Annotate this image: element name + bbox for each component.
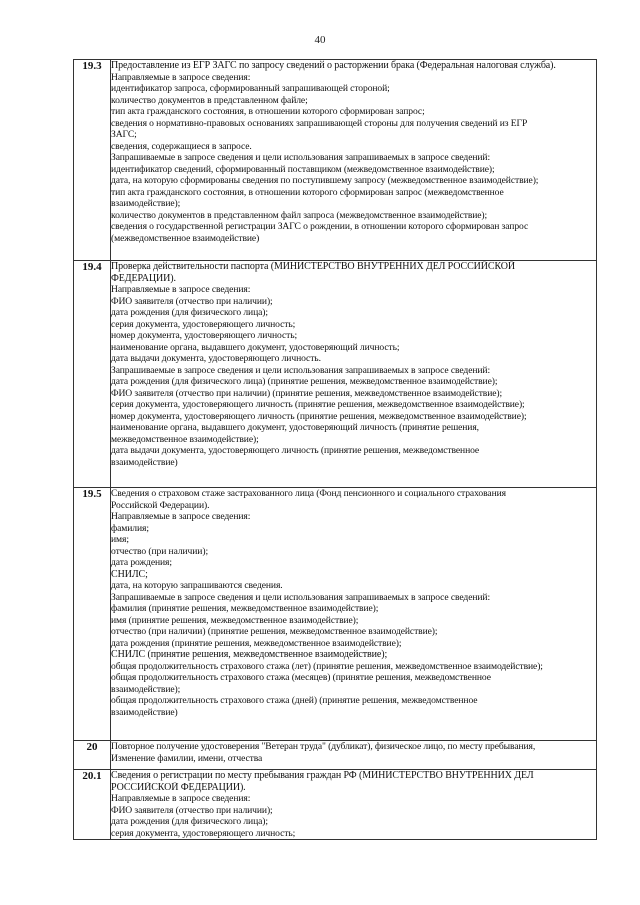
row-number: 20 xyxy=(74,741,111,770)
text-line: идентификатор запроса, сформированный запрашивающей стороной; xyxy=(111,83,390,94)
text-line: Сведения о страховом стаже застрахованного лица (Фонд пенсионного и социального страхования xyxy=(111,488,506,499)
text-line: имя (принятие решения, межведомственное взаимодействие); xyxy=(111,614,359,626)
text-line: общая продолжительность страхового стажа (дней) (принятие решения, межведомственное xyxy=(111,695,478,706)
text-line: Запрашиваемые в запросе сведения и цели использования запрашиваемых в запросе сведений: xyxy=(111,152,491,163)
text-line: дата рождения (для физического лица); xyxy=(111,816,268,827)
text-line: серия документа, удостоверяющего личность (принятие решения, межведомственное взаимодействие); xyxy=(111,399,525,410)
text-line: идентификатор сведений, сформированный поставщиком (межведомственное взаимодействие); xyxy=(111,163,495,175)
table-row xyxy=(74,261,597,488)
text-line: взаимодействие) xyxy=(111,706,178,718)
text-line: отчество (при наличии) (принятие решения, межведомственное взаимодействие); xyxy=(111,626,438,637)
text-line: дата рождения; xyxy=(111,557,172,568)
row-number: 19.5 xyxy=(74,488,111,741)
text-line: тип акта гражданского состояния, в отношении которого сформирован запрос; xyxy=(111,106,425,117)
row-content xyxy=(111,60,597,261)
row-number: 19.3 xyxy=(74,60,111,261)
text-line: Повторное получение удостоверения "Ветеран труда" (дубликат), физическое лицо, по месту пребывания, xyxy=(111,741,536,752)
text-line: Предоставление из ЕГР ЗАГС по запросу сведений о расторжении брака (Федеральная налоговая служба). xyxy=(111,60,556,71)
text-line: Запрашиваемые в запросе сведения и цели использования запрашиваемых в запросе сведений: xyxy=(111,591,491,603)
text-line: количество документов в представленном файл запроса (межведомственное взаимодействие); xyxy=(111,209,488,221)
text-line: фамилия (принятие решения, межведомственное взаимодействие); xyxy=(111,603,379,614)
text-line: дата выдачи документа, удостоверяющего личность (принятие решения, межведомственное xyxy=(111,445,480,456)
text-line: фамилия; xyxy=(111,522,149,534)
text-line: дата, на которую запрашиваются сведения. xyxy=(111,580,283,591)
text-line: дата выдачи документа, удостоверяющего личность. xyxy=(111,353,321,364)
text-line: наименование органа, выдавшего документ, удостоверяющий личность; xyxy=(111,341,400,353)
row-content xyxy=(111,770,597,840)
text-line: ФИО заявителя (отчество при наличии); xyxy=(111,804,273,816)
text-line: взаимодействие) xyxy=(111,456,178,468)
text-line: дата рождения (для физического лица); xyxy=(111,307,268,318)
text-line: взаимодействие); xyxy=(111,198,181,209)
row-number: 19.4 xyxy=(74,261,111,488)
text-line: дата рождения (для физического лица) (принятие решения, межведомственное взаимодействие); xyxy=(111,376,498,387)
text-line: Российской Федерации). xyxy=(111,499,210,511)
row-content xyxy=(111,488,597,741)
text-line: Направляемые в запросе сведения: xyxy=(111,71,251,83)
row-number: 20.1 xyxy=(74,770,111,840)
text-line: Сведения о регистрации по месту пребывания граждан РФ (МИНИСТЕРСТВО ВНУТРЕННИХ ДЕЛ xyxy=(111,770,534,781)
text-line: дата рождения (принятие решения, межведомственное взаимодействие); xyxy=(111,637,402,649)
text-line: тип акта гражданского состояния, в отношении которого сформирован запрос (межведомственное xyxy=(111,186,504,198)
text-line: серия документа, удостоверяющего личность; xyxy=(111,827,296,839)
text-line: общая продолжительность страхового стажа (месяцев) (принятие решения, межведомственное xyxy=(111,672,491,683)
text-line: ФЕДЕРАЦИИ). xyxy=(111,272,176,284)
text-line: ЗАГС; xyxy=(111,129,137,140)
text-line: номер документа, удостоверяющего личность (принятие решения, межведомственное взаимодействие); xyxy=(111,410,527,422)
text-line: Направляемые в запросе сведения: xyxy=(111,511,251,522)
table-row xyxy=(74,741,597,770)
table-row xyxy=(74,60,597,261)
table-row xyxy=(74,770,597,840)
text-line: имя; xyxy=(111,534,129,545)
text-line: РОССИЙСКОЙ ФЕДЕРАЦИИ). xyxy=(111,781,246,793)
text-line: сведения о нормативно-правовых основаниях запрашивающей стороны для получения сведений из ЕГР xyxy=(111,117,528,129)
text-line: отчество (при наличии); xyxy=(111,545,209,557)
text-line: взаимодействие); xyxy=(111,683,181,695)
text-line: СНИЛС; xyxy=(111,568,148,580)
text-line: дата, на которую сформированы сведения по поступившему запросу (межведомственное взаимодействие); xyxy=(111,175,539,186)
text-line: количество документов в представленном файле; xyxy=(111,94,308,106)
row-content xyxy=(111,741,597,770)
text-line: Направляемые в запросе сведения: xyxy=(111,284,251,295)
text-line: номер документа, удостоверяющего личность; xyxy=(111,330,298,341)
text-line: ФИО заявителя (отчество при наличии); xyxy=(111,295,273,307)
table-row xyxy=(74,488,597,741)
text-line: СНИЛС (принятие решения, межведомственное взаимодействие); xyxy=(111,649,388,660)
text-line: Проверка действительности паспорта (МИНИСТЕРСТВО ВНУТРЕННИХ ДЕЛ РОССИЙСКОЙ xyxy=(111,261,516,272)
services-table xyxy=(73,59,597,840)
text-line: сведения о государственной регистрации ЗАГС о рождении, в отношении которого сформирован запрос xyxy=(111,221,529,232)
text-line: Изменение фамилии, имени, отчества xyxy=(111,752,263,764)
text-line: (межведомственное взаимодействие) xyxy=(111,232,260,244)
text-line: общая продолжительность страхового стажа (лет) (принятие решения, межведомственное взаимодействие); xyxy=(111,660,543,672)
text-line: ФИО заявителя (отчество при наличии) (принятие решения, межведомственное взаимодействие); xyxy=(111,387,503,399)
text-line: Запрашиваемые в запросе сведения и цели использования запрашиваемых в запросе сведений: xyxy=(111,364,491,376)
text-line: межведомственное взаимодействие); xyxy=(111,433,259,445)
text-line: сведения, содержащиеся в запросе. xyxy=(111,140,252,152)
row-content xyxy=(111,261,597,488)
text-line: Направляемые в запросе сведения: xyxy=(111,793,251,804)
page-number: 40 xyxy=(314,34,326,46)
text-line: наименование органа, выдавшего документ, удостоверяющий личность (принятие решения, xyxy=(111,422,479,433)
text-line: серия документа, удостоверяющего личность; xyxy=(111,318,296,330)
